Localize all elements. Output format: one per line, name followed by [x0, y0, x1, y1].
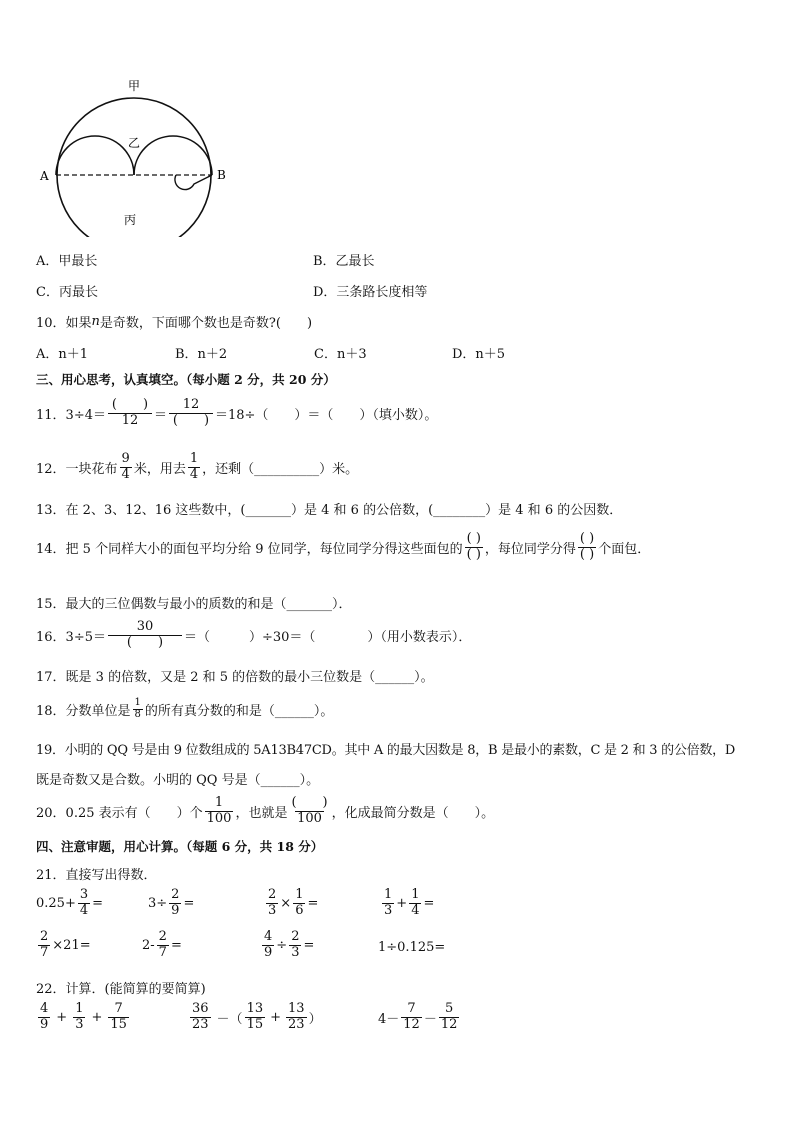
q16: 16．3÷5＝ $\frac{30}{( )}$ ＝（ ）÷30＝（ ）（用小数表示）． [36, 619, 472, 650]
q9-option-d: D．三条路长度相等 [313, 285, 428, 300]
q21-expr-3: $\frac{2}{3}$ × $\frac{1}{6}$ = [268, 887, 319, 918]
label-jia: 甲 [128, 79, 141, 93]
q10-option-d: D．n＋5 [452, 347, 506, 362]
q21-title: 21．直接写出得数． [36, 868, 157, 883]
q11-frac-1: $\frac{( )}{12}$ [108, 398, 152, 429]
q15: 15．最大的三位偶数与最小的质数的和是（_______）． [36, 597, 352, 612]
q21-expr-6: 2- $\frac{2}{7}$ = [142, 929, 182, 960]
q10-option-a: A．n＋1 [36, 347, 89, 362]
q20: 20．0.25 表示有（ ）个 $\frac{1}{100}$ ，也就是 $\frac{( )}{100}$ ，化成最简分数是（ ）。 [36, 795, 495, 826]
q22-expr-3: 4－ $\frac{7}{12}$ － $\frac{5}{12}$ [378, 1001, 458, 1032]
q10-option-c: C．n＋3 [314, 347, 367, 362]
q9-option-c: C．丙最长 [36, 285, 98, 300]
q20-frac-2: $\frac{( )}{100}$ [291, 795, 328, 826]
q14-frac-2: $\frac{( )}{( )}$ [579, 531, 595, 562]
q13: 13．在 2、3、12、16 这些数中，(_______）是 4 和 6 的公倍数，(________）是 4 和 6 的公因数． [36, 503, 623, 518]
section4-title: 四、注意审题，用心计算。（每题 6 分，共 18 分） [36, 839, 324, 854]
q9-option-a: A．甲最长 [36, 254, 98, 269]
q17: 17．既是 3 的倍数，又是 2 和 5 的倍数的最小三位数是（______）。 [36, 670, 434, 685]
q11-frac-2: $\frac{12}{( )}$ [169, 398, 213, 429]
q10-option-b: B．n＋2 [175, 347, 228, 362]
label-yi: 乙 [128, 136, 141, 150]
q22-expr-2: $\frac{36}{23}$ －（ $\frac{13}{15}$ + $\frac{13}{23}$ ） [192, 1001, 322, 1032]
q21-expr-7: $\frac{4}{9}$ ÷ $\frac{2}{3}$ = [264, 929, 315, 960]
label-a: A [40, 169, 49, 183]
label-b: B [217, 168, 226, 182]
q22-expr-1: $\frac{4}{9}$ + $\frac{1}{3}$ + $\frac{7}{15}$ [40, 1001, 127, 1032]
q21-expr-4: $\frac{1}{3}$ + $\frac{1}{4}$ = [384, 887, 435, 918]
q20-frac-1: $\frac{1}{100}$ [206, 795, 232, 826]
q14-frac-1: $\frac{( )}{( )}$ [466, 531, 481, 562]
q12-frac-1: $\frac{9}{4}$ [121, 451, 130, 482]
q21-expr-5: $\frac{2}{7}$ ×21= [40, 929, 91, 960]
q11: 11．3÷4＝ $\frac{( )}{12}$ ＝ $\frac{12}{( )}$ ＝18÷（ ）＝（ ）（填小数）。 [36, 397, 438, 428]
q12: 12．一块花布 $\frac{9}{4}$ 米，用去 $\frac{1}{4}$ ，还剩（__________）米。 [36, 451, 359, 482]
q21-expr-1: 0.25+ $\frac{3}{4}$ = [36, 887, 104, 918]
q9-option-b: B．乙最长 [313, 254, 375, 269]
label-bing: 丙 [124, 213, 137, 227]
q14: 14．把 5 个同样大小的面包平均分给 9 位同学，每位同学分得这些面包的 $\frac{( )}{( )}$ ，每位同学分得 $\frac{( )}{( )}$ 个面包． [36, 531, 651, 562]
q18: 18．分数单位是 $\frac{1}{8}$ 的所有真分数的和是（______）。 [36, 697, 334, 720]
q12-frac-2: $\frac{1}{4}$ [189, 451, 199, 482]
q21-expr-2: 3÷ $\frac{2}{9}$ = [148, 887, 195, 918]
q22-title: 22．计算．(能简算的要简算) [36, 982, 206, 997]
section3-title: 三、用心思考，认真填空。（每小题 2 分，共 20 分） [36, 372, 336, 387]
path-figure [36, 72, 236, 237]
q19-line-1: 19．小明的 QQ 号是由 9 位数组成的 5A13B47CD。其中 A 的最大因数是 8，B 是最小的素数，C 是 2 和 3 的公倍数，D [36, 743, 736, 758]
q10-stem: 10．如果 n 是奇数，下面哪个数也是奇数?( ) [36, 314, 313, 331]
q21-expr-8: 1÷0.125= [378, 940, 446, 955]
q19-line-2: 既是奇数又是合数。小明的 QQ 号是（______）。 [36, 773, 320, 788]
q18-frac: $\frac{1}{8}$ [134, 697, 141, 720]
q16-frac: $\frac{30}{( )}$ [108, 620, 182, 651]
